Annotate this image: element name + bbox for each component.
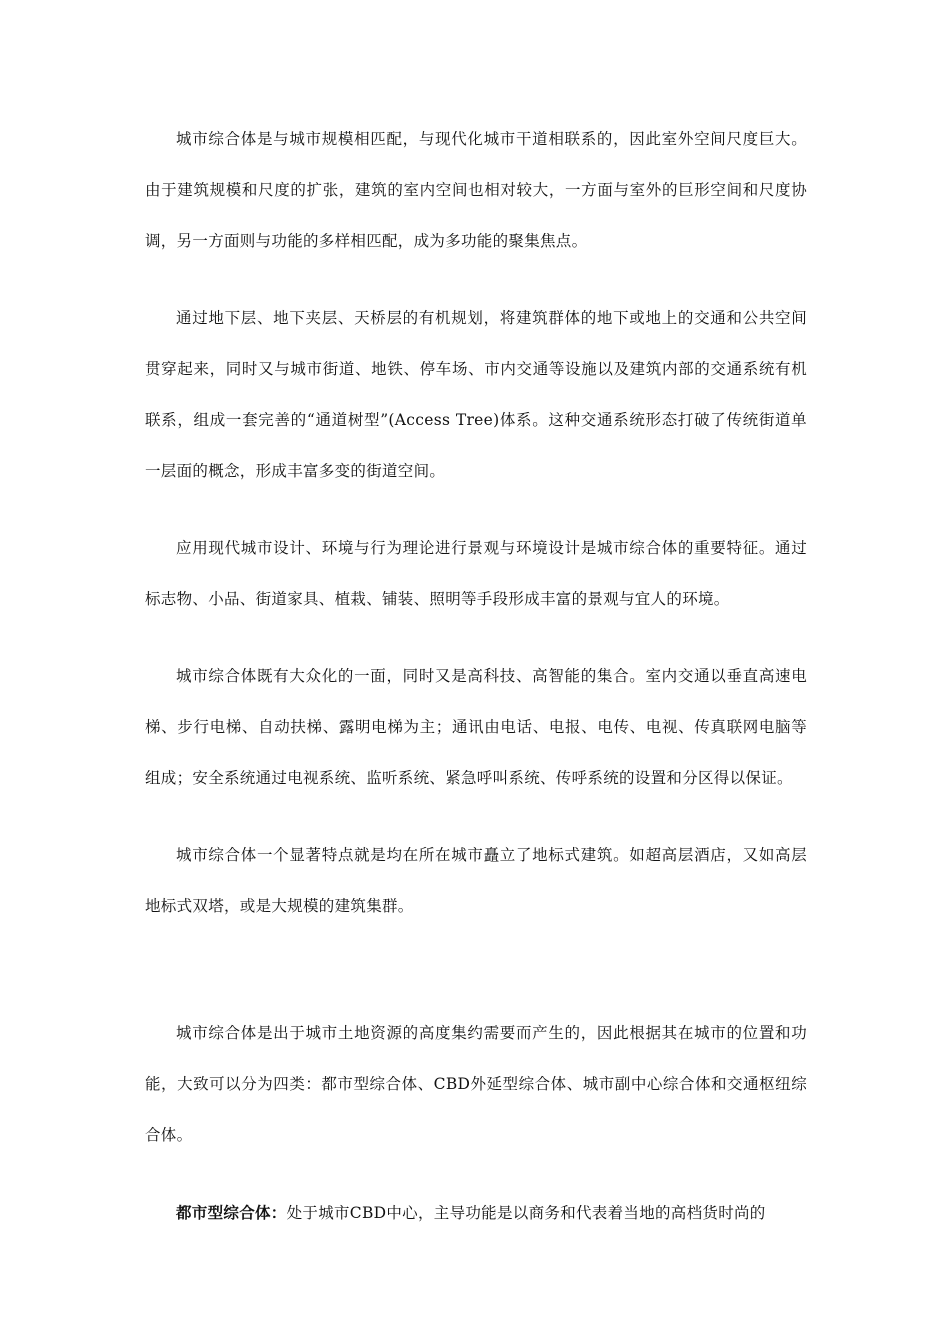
paragraph-landmark: 城市综合体一个显著特点就是均在所在城市矗立了地标式建筑。如超高层酒店，又如高层地标式双塔，或是大规模的建筑集群。	[145, 846, 807, 915]
paragraph-technology: 城市综合体既有大众化的一面，同时又是高科技、高智能的集合。室内交通以垂直高速电梯、步行电梯、自动扶梯、露明电梯为主；通讯由电话、电报、电传、电视、传真联网电脑等组成；安全系统通过电视系统、监听系统、紧急呼叫系统、传呼系统的设置和分区得以保证。	[145, 667, 807, 787]
urban-complex-heading: 都市型综合体：	[176, 1203, 287, 1222]
paragraph-urban-complex	[145, 1187, 807, 1239]
paragraph-classification: 城市综合体是出于城市土地资源的高度集约需要而产生的，因此根据其在城市的位置和功能，大致可以分为四类：都市型综合体、CBD外延型综合体、城市副中心综合体和交通枢纽综合体。	[145, 1024, 807, 1144]
document-body	[145, 114, 807, 1265]
paragraph-access-tree: 通过地下层、地下夹层、天桥层的有机规划，将建筑群体的地下或地上的交通和公共空间贯穿起来，同时又与城市街道、地铁、停车场、市内交通等设施以及建筑内部的交通系统有机联系，组成一套完善的“通道树型”(Access Tree)体系。这种交通系统形态打破了传统街道单一层面的概念，形成丰富多变的街道空间。	[145, 309, 807, 480]
paragraph-scale: 城市综合体是与城市规模相匹配，与现代化城市干道相联系的，因此室外空间尺度巨大。由于建筑规模和尺度的扩张，建筑的室内空间也相对较大，一方面与室外的巨形空间和尺度协调，另一方面则与功能的多样相匹配，成为多功能的聚集焦点。	[145, 130, 807, 250]
paragraph-landscape: 应用现代城市设计、环境与行为理论进行景观与环境设计是城市综合体的重要特征。通过标志物、小品、街道家具、植栽、铺装、照明等手段形成丰富的景观与宜人的环境。	[145, 539, 807, 608]
urban-complex-text: 处于城市CBD中心，主导功能是以商务和代表着当地的高档货时尚的	[286, 1204, 766, 1222]
